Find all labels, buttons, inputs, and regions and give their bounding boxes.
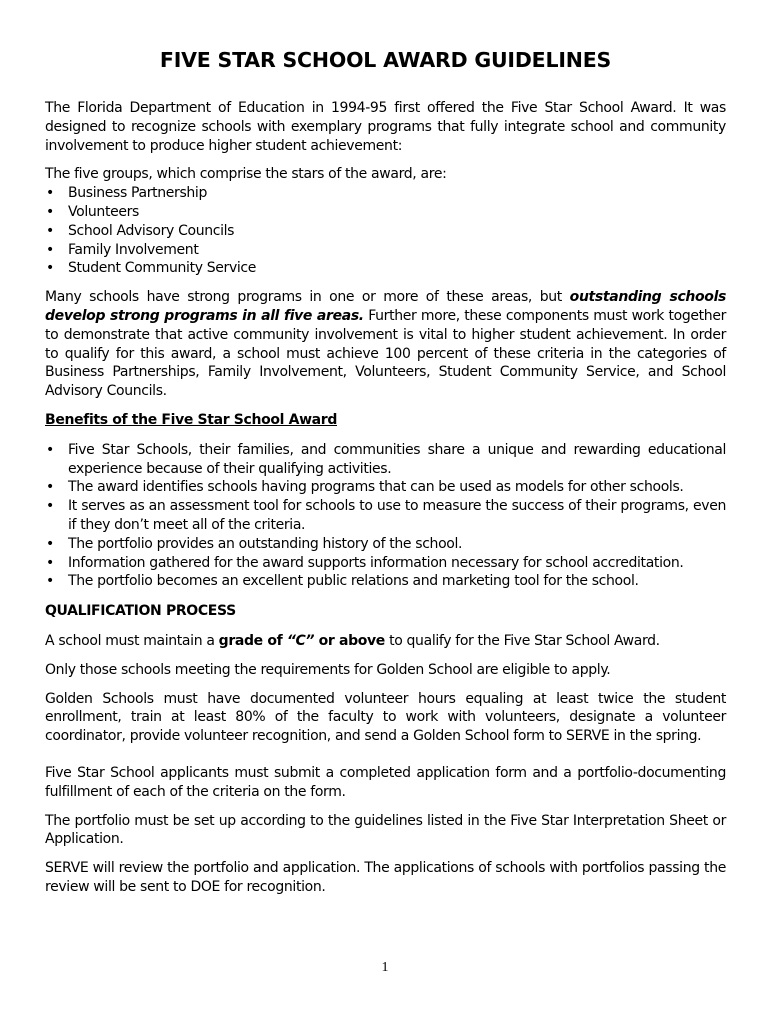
list-item: • The award identifies schools having programs that can be used as models for other schools. xyxy=(45,478,726,497)
qualification-heading: QUALIFICATION PROCESS xyxy=(45,603,236,620)
document-title: FIVE STAR SCHOOL AWARD GUIDELINES xyxy=(159,48,612,72)
benefits-list xyxy=(45,441,726,591)
grade-bold-start: grade of xyxy=(218,632,287,649)
strong-programs-emphasis: outstanding schools develop strong programs in all five areas. xyxy=(45,289,727,324)
list-item: • Business Partnership xyxy=(45,184,726,203)
strong-programs-lead: Many schools have strong programs in one or more of these areas, but xyxy=(45,289,570,306)
list-item: • School Advisory Councils xyxy=(45,222,726,241)
intro-paragraph: The Florida Department of Education in 1994-95 first offered the Five Star School Award. It was designed to recognize schools with exemplary programs that fully integrate school and community involvement to produce higher student achievement: xyxy=(45,100,726,154)
document-page xyxy=(45,46,726,907)
golden-requirements-paragraph: Golden Schools must have documented volunteer hours equaling at least twice the student enrollment, train at least 80% of the faculty to work with volunteers, designate a volunteer coordinator, provide volunteer recognition, and send a Golden School form to SERVE in the spring. xyxy=(45,690,726,745)
grade-lead: A school must maintain a xyxy=(45,632,219,649)
grade-bold-end: or above xyxy=(314,632,385,649)
strong-programs-rest: Further more, these components must work together to demonstrate that active community involvement is vital to higher student achievement. In order to qualify for this award, a school must achieve 100 percent of these criteria in the categories of Business Partnerships, Family Involvement, Volunteers, Student Community Service, and School Advisory Councils. xyxy=(45,307,726,400)
list-item: • It serves as an assessment tool for schools to use to measure the success of their programs, even if they don’t meet all of the criteria. xyxy=(45,497,726,535)
applicants-paragraph: Five Star School applicants must submit a completed application form and a portfolio-documenting fulfillment of each of the criteria on the form. xyxy=(45,764,726,800)
list-item: • Family Involvement xyxy=(45,241,726,260)
serve-review-paragraph: SERVE will review the portfolio and application. The applications of schools with portfolios passing the review will be sent to DOE for recognition. xyxy=(45,860,726,895)
strong-programs-paragraph xyxy=(45,288,726,401)
list-item: • Information gathered for the award supports information necessary for school accreditation. xyxy=(45,554,726,573)
golden-eligibility-paragraph: Only those schools meeting the requirements for Golden School are eligible to apply. xyxy=(45,661,611,678)
list-item: • Five Star Schools, their families, and communities share a unique and rewarding educational experience because of their qualifying activities. xyxy=(45,441,726,479)
groups-intro: The five groups, which comprise the stars of the award, are: xyxy=(45,166,447,183)
grade-rest: to qualify for the Five Star School Award. xyxy=(384,632,660,649)
groups-list xyxy=(45,184,726,278)
list-item: • Student Community Service xyxy=(45,259,726,278)
list-item: • Volunteers xyxy=(45,203,726,222)
portfolio-setup-paragraph: The portfolio must be set up according to the guidelines listed in the Five Star Interpretation Sheet or Application. xyxy=(45,812,726,848)
grade-paragraph xyxy=(45,632,726,651)
list-item: • The portfolio provides an outstanding history of the school. xyxy=(45,535,726,554)
benefits-heading: Benefits of the Five Star School Award xyxy=(45,411,337,428)
grade-value: “C” xyxy=(286,632,315,649)
list-item: • The portfolio becomes an excellent public relations and marketing tool for the school. xyxy=(45,572,726,591)
page-number: 1 xyxy=(381,960,389,975)
